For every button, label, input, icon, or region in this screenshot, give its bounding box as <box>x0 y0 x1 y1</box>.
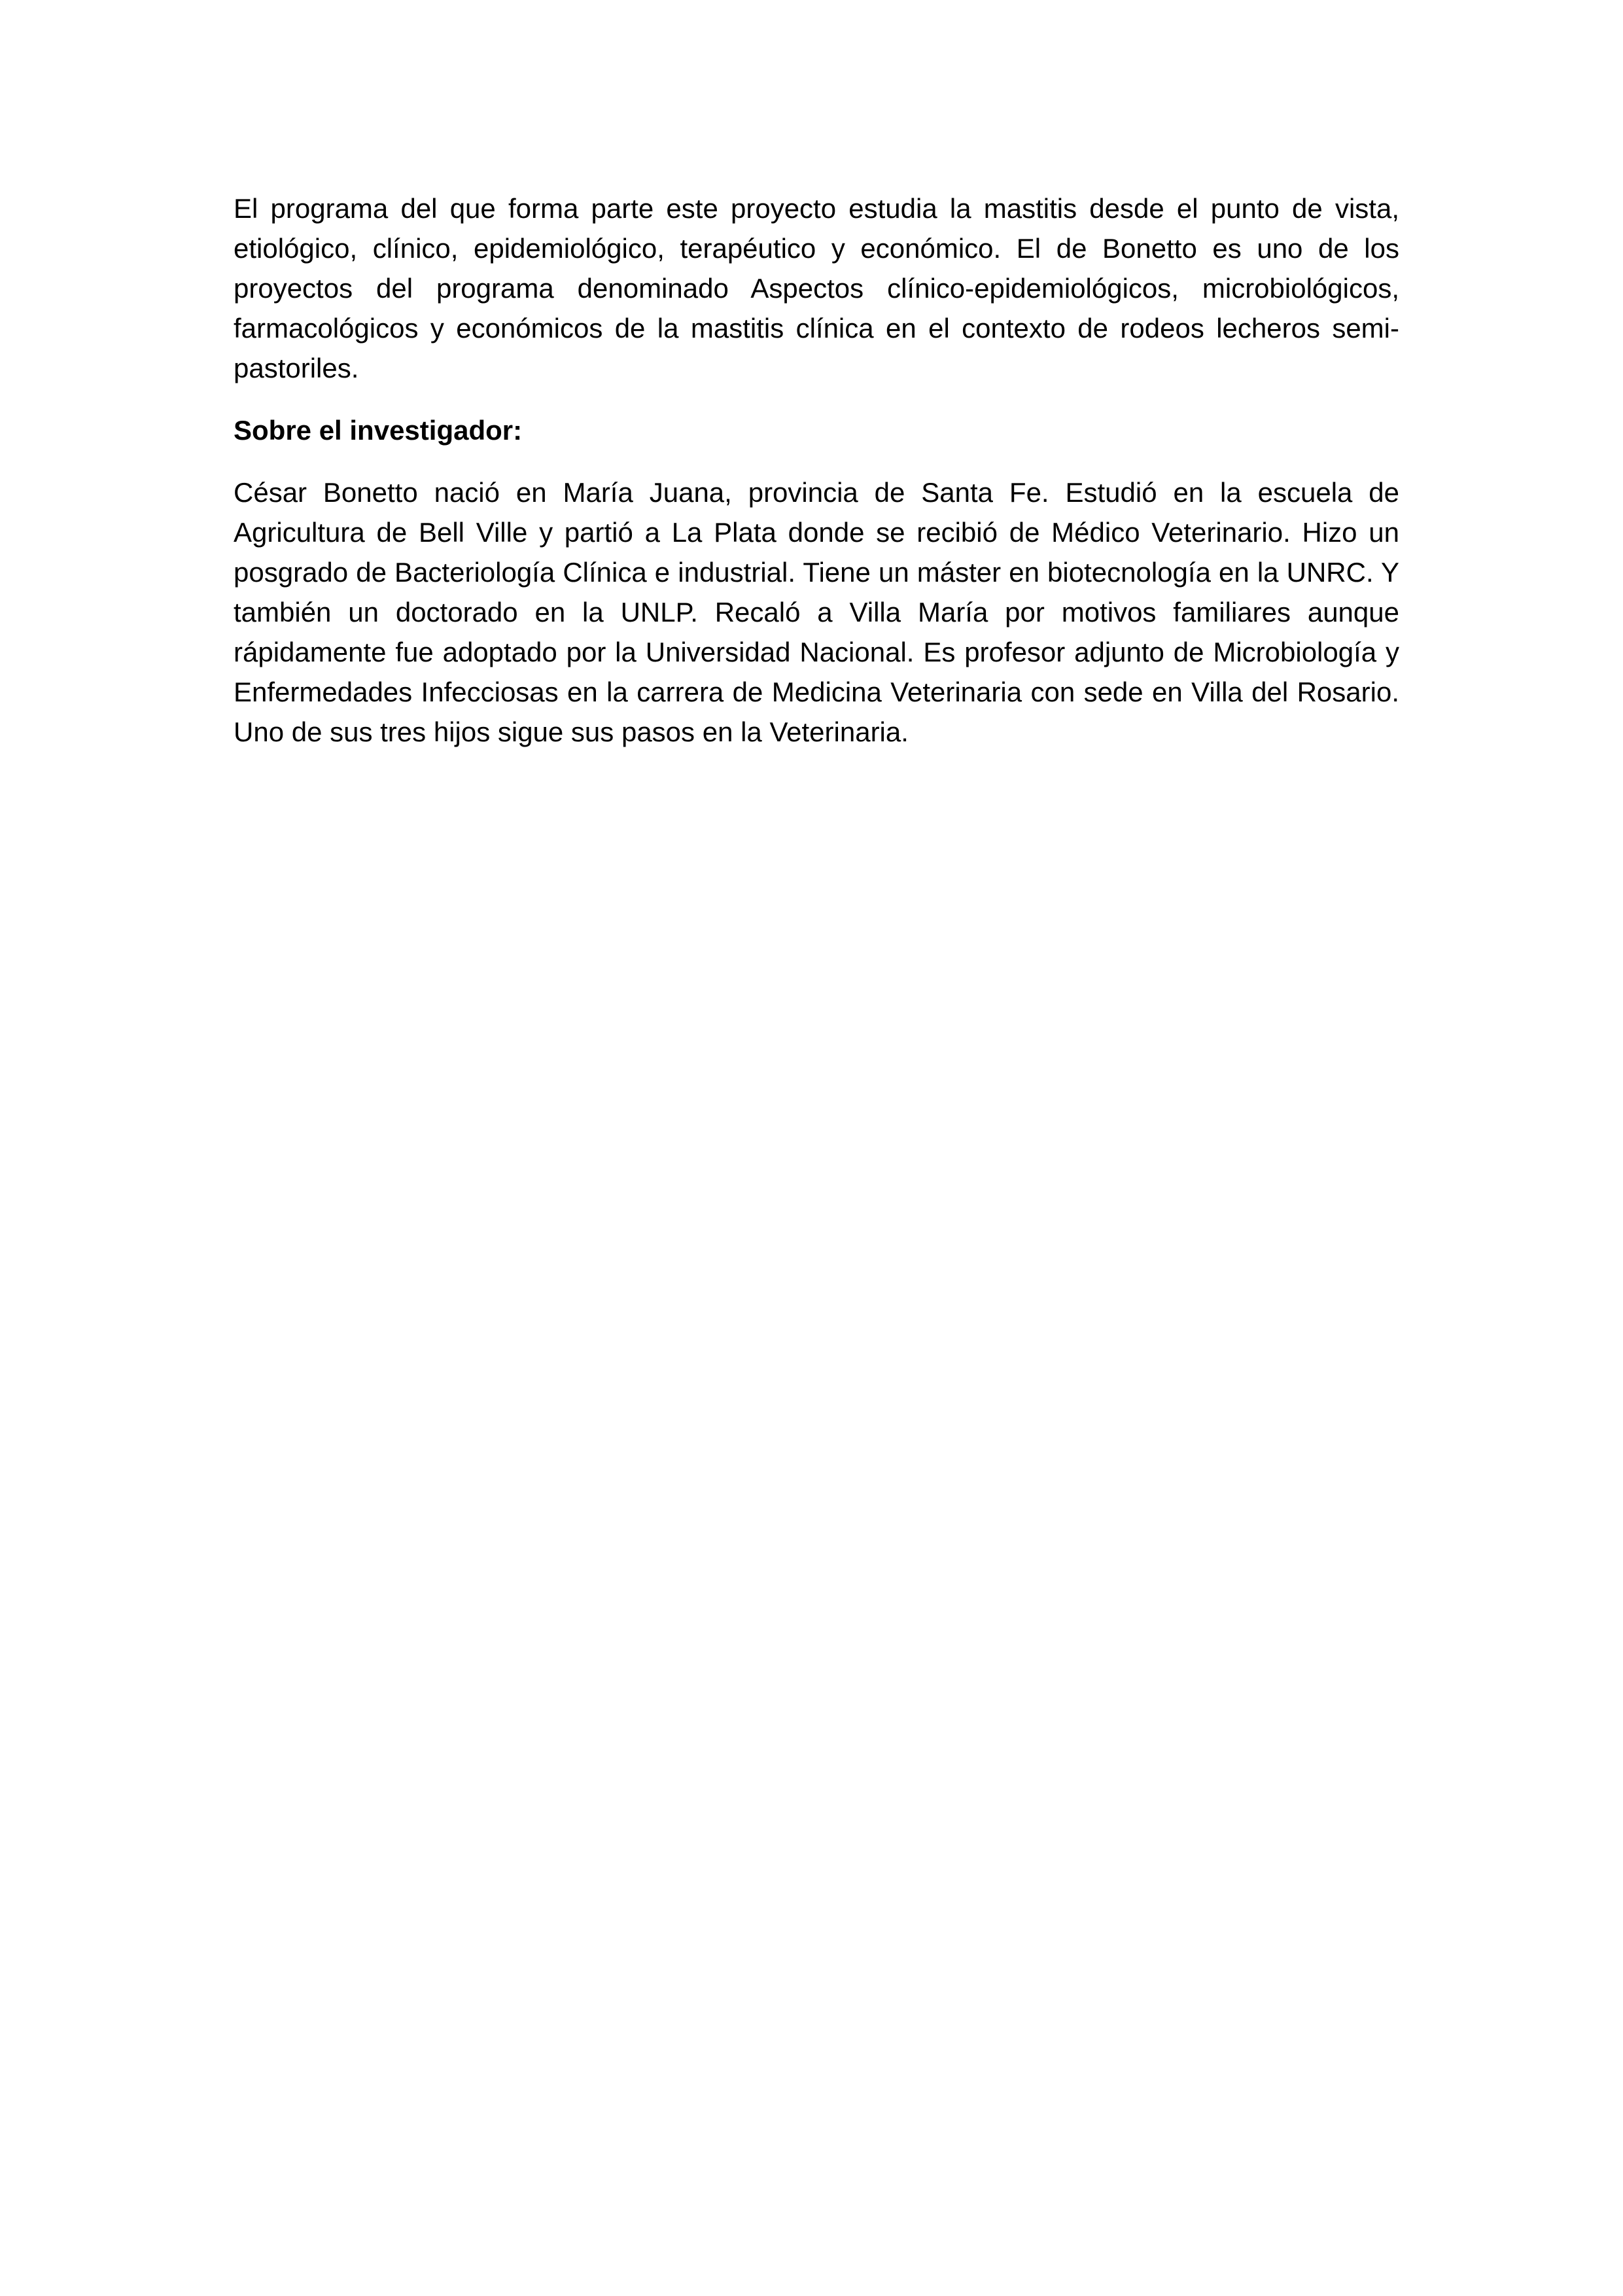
section-heading: Sobre el investigador: <box>234 415 523 446</box>
researcher-bio-paragraph: César Bonetto nació en María Juana, provincia de Santa Fe. Estudió en la escuela de Agricultura de Bell Ville y partió a La Plata donde se recibió de Médico Veterinario. Hizo un posgrado de Bacteriología Clínica e industrial. Tiene un máster en biotecnología en la UNRC. Y también un doctorado en la UNLP. Recaló a Villa María por motivos familiares aunque rápidamente fue adoptado por la Universidad Nacional. Es profesor adjunto de Microbiología y Enfermedades Infecciosas en la carrera de Medicina Veterinaria con sede en Villa del Rosario. Uno de sus tres hijos sigue sus pasos en la Veterinaria. <box>234 477 1399 747</box>
document-body <box>234 188 1399 752</box>
program-paragraph: El programa del que forma parte este proyecto estudia la mastitis desde el punto de vista, etiológico, clínico, epidemiológico, terapéutico y económico. El de Bonetto es uno de los proyectos del programa denominado Aspectos clínico-epidemiológicos, microbiológicos, farmacológicos y económicos de la mastitis clínica en el contexto de rodeos lecheros semi-pastoriles. <box>234 193 1399 383</box>
